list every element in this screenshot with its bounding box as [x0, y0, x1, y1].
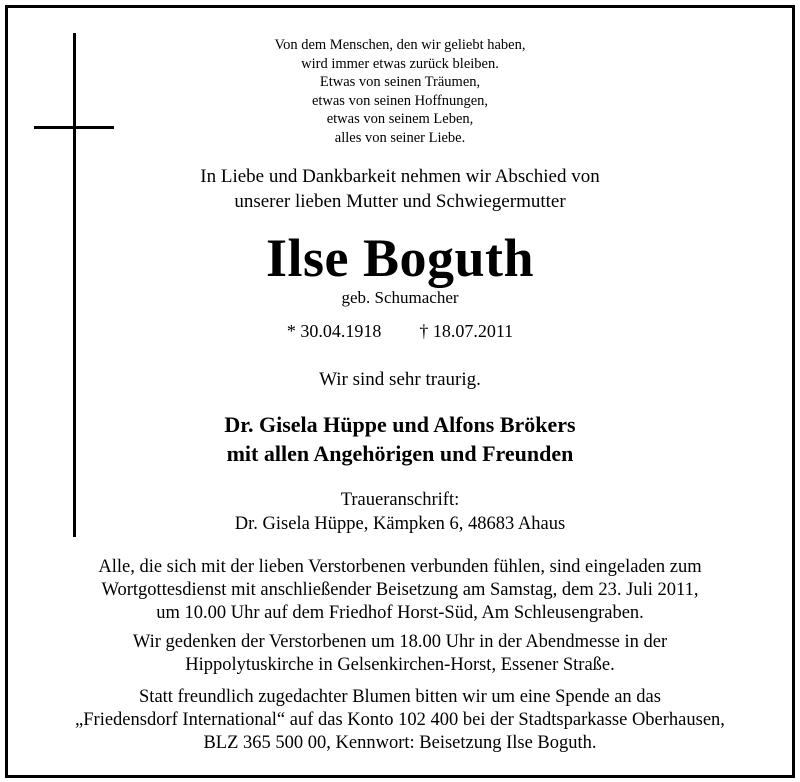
intro-line: unserer lieben Mutter und Schwiegermutter — [234, 191, 566, 212]
poem — [0, 36, 800, 148]
paragraph-line: Wir gedenken der Verstorbenen um 18.00 Uhr in der Abendmesse in der — [132, 632, 668, 652]
intro-line: In Liebe und Dankbarkeit nehmen wir Abschied von — [200, 166, 600, 187]
life-dates — [0, 319, 800, 343]
donation-paragraph — [0, 686, 800, 755]
mourning-address — [0, 488, 800, 536]
sad-line: Wir sind sehr traurig. — [319, 369, 481, 390]
paragraph-line: Statt freundlich zugedachter Blumen bitten wir um eine Spende an das — [139, 687, 661, 707]
family-line: Dr. Gisela Hüppe und Alfons Brökers — [224, 412, 576, 437]
mass-paragraph — [0, 631, 800, 677]
paragraph-line: Wortgottesdienst mit anschließender Beisetzung am Samstag, dem 23. Juli 2011, — [101, 580, 699, 600]
poem-line: wird immer etwas zurück bleiben. — [301, 55, 499, 72]
poem-line: alles von seiner Liebe. — [334, 129, 466, 146]
poem-line: Etwas von seinen Träumen, — [319, 74, 481, 91]
intro-text — [0, 164, 800, 214]
paragraph-line: Hippolytuskirche in Gelsenkirchen-Horst, Essener Straße. — [185, 655, 615, 675]
poem-line: etwas von seinen Hoffnungen, — [311, 92, 489, 109]
birth-date: * 30.04.1918 — [286, 321, 382, 341]
maiden-name: geb. Schumacher — [341, 288, 459, 307]
paragraph-line: um 10.00 Uhr auf dem Friedhof Horst-Süd, Am Schleusengraben. — [156, 603, 644, 623]
paragraph-line: Alle, die sich mit der lieben Verstorbenen verbunden fühlen, sind eingeladen zum — [98, 557, 702, 577]
family-line: mit allen Angehörigen und Freunden — [226, 441, 574, 466]
paragraph-line: „Friedensdorf International“ auf das Konto 102 400 bei der Stadtsparkasse Oberhausen, — [75, 710, 725, 730]
deceased-name: Ilse Boguth — [265, 228, 535, 288]
service-paragraph — [0, 556, 800, 625]
paragraph-line: BLZ 365 500 00, Kennwort: Beisetzung Ilse Boguth. — [203, 733, 597, 753]
address-label: Traueranschrift: — [340, 490, 460, 510]
poem-line: etwas von seinem Leben, — [326, 111, 474, 128]
family-names — [0, 410, 800, 468]
death-date: † 18.07.2011 — [419, 321, 514, 341]
address-line: Dr. Gisela Hüppe, Kämpken 6, 48683 Ahaus — [234, 514, 566, 534]
poem-line: Von dem Menschen, den wir geliebt haben, — [274, 37, 526, 53]
